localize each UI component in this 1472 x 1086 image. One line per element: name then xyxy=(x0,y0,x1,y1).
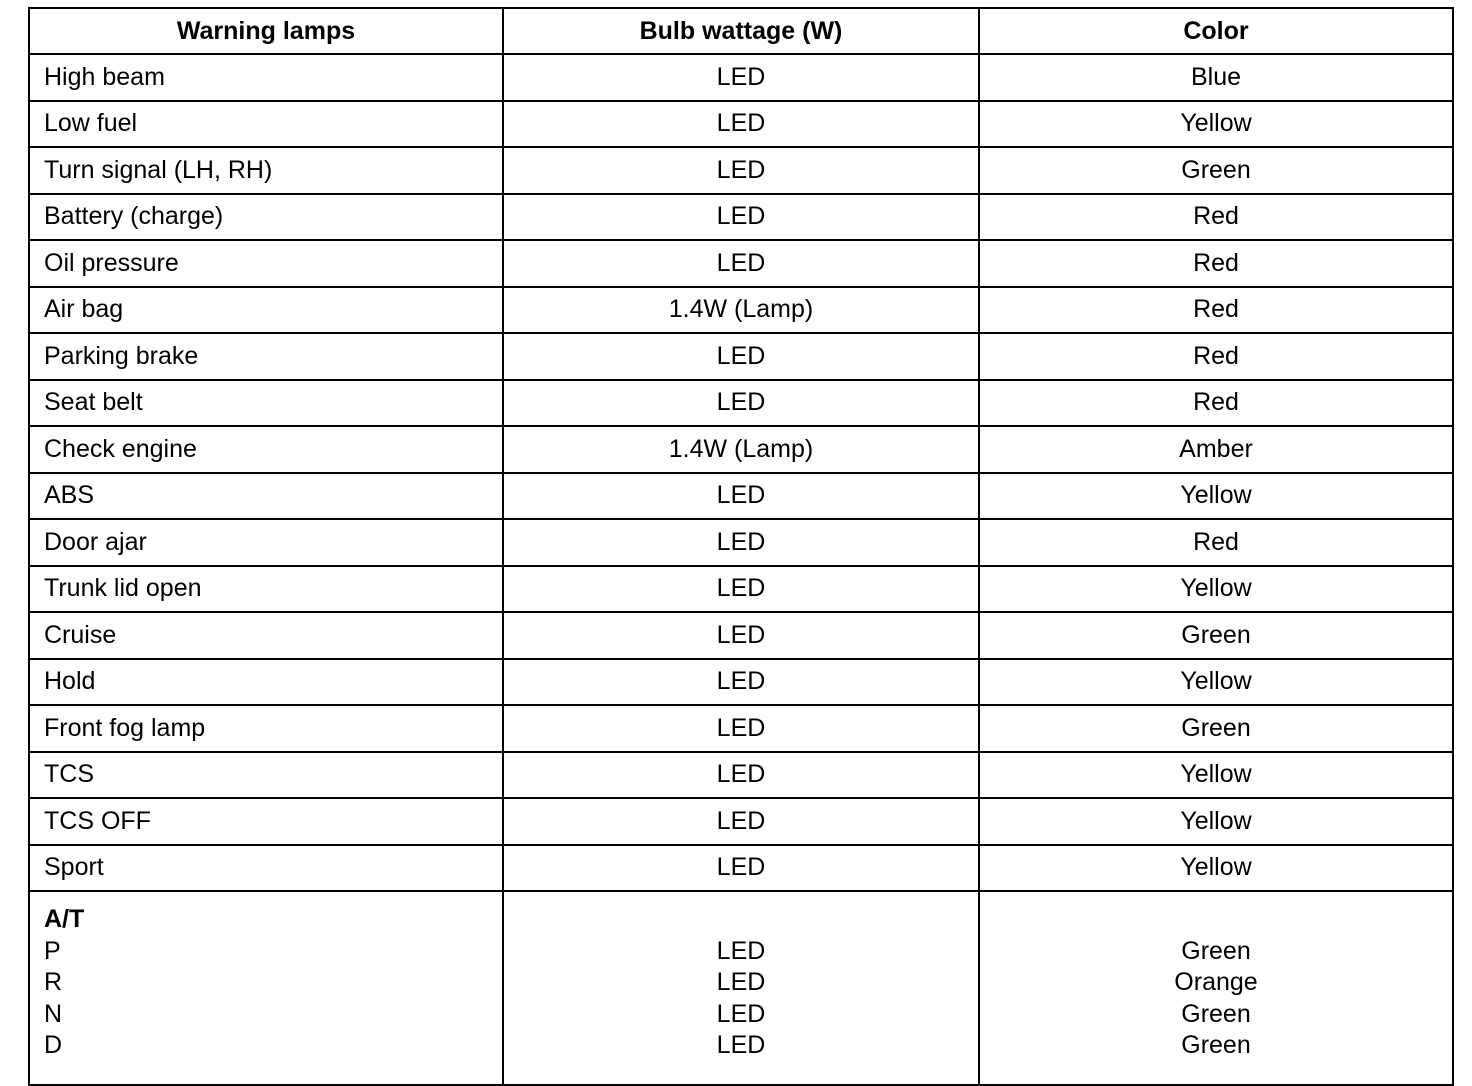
at-gear-color: Green xyxy=(1181,936,1251,965)
bulb-wattage-cell: LED xyxy=(503,380,979,427)
lamp-color-cell: Red xyxy=(979,380,1453,427)
table-row xyxy=(29,54,1453,101)
table-row xyxy=(29,612,1453,659)
lamp-name-cell: ABS xyxy=(29,473,503,520)
lamp-name-cell: Battery (charge) xyxy=(29,194,503,241)
at-gear-wattage: LED xyxy=(716,1031,766,1059)
table-row xyxy=(29,426,1453,473)
bulb-wattage-cell: LED xyxy=(503,752,979,799)
lamp-color-cell: Red xyxy=(979,240,1453,287)
table-row xyxy=(29,147,1453,194)
lamp-color-cell: Yellow xyxy=(979,659,1453,706)
bulb-wattage-cell: LED xyxy=(503,798,979,845)
at-lamp-cell xyxy=(29,891,503,1085)
lamp-color-cell: Yellow xyxy=(979,473,1453,520)
bulb-wattage-cell: LED xyxy=(503,101,979,148)
at-color-cell xyxy=(979,891,1453,1085)
at-gear-color: Green xyxy=(1181,1031,1251,1059)
bulb-wattage-cell: LED xyxy=(503,519,979,566)
lamp-name-cell: TCS xyxy=(29,752,503,799)
lamp-color-cell: Amber xyxy=(979,426,1453,473)
lamp-name-cell: Air bag xyxy=(29,287,503,334)
lamp-color-cell: Yellow xyxy=(979,566,1453,613)
bulb-wattage-cell: LED xyxy=(503,659,979,706)
table-row xyxy=(29,845,1453,892)
lamp-name-cell: Oil pressure xyxy=(29,240,503,287)
table-row xyxy=(29,333,1453,380)
warning-lamps-table xyxy=(28,7,1454,1086)
table-row xyxy=(29,380,1453,427)
lamp-name-cell: Door ajar xyxy=(29,519,503,566)
table-body xyxy=(29,54,1453,1085)
lamp-color-cell: Green xyxy=(979,705,1453,752)
table-row xyxy=(29,194,1453,241)
at-gear-label: N xyxy=(44,999,63,1028)
bulb-wattage-cell: LED xyxy=(503,147,979,194)
table-row xyxy=(29,566,1453,613)
lamp-name-cell: Low fuel xyxy=(29,101,503,148)
bulb-wattage-cell: LED xyxy=(503,705,979,752)
header-row xyxy=(29,8,1453,54)
at-gear-wattage: LED xyxy=(716,936,766,965)
lamp-name-cell: Cruise xyxy=(29,612,503,659)
table-row xyxy=(29,705,1453,752)
lamp-color-cell: Yellow xyxy=(979,798,1453,845)
at-gear-label: P xyxy=(44,936,61,965)
at-gear-label: D xyxy=(44,1031,63,1059)
table-row xyxy=(29,752,1453,799)
table-row xyxy=(29,101,1453,148)
at-gear-label: R xyxy=(44,968,63,996)
header-warning-lamps: Warning lamps xyxy=(29,8,503,54)
lamp-color-cell: Blue xyxy=(979,54,1453,101)
bulb-wattage-cell: LED xyxy=(503,845,979,892)
lamp-color-cell: Red xyxy=(979,194,1453,241)
header-bulb-wattage: Bulb wattage (W) xyxy=(503,8,979,54)
bulb-wattage-cell: 1.4W (Lamp) xyxy=(503,287,979,334)
lamp-name-cell: Sport xyxy=(29,845,503,892)
at-gear-wattage: LED xyxy=(716,968,766,996)
lamp-name-cell: Parking brake xyxy=(29,333,503,380)
lamp-color-cell: Yellow xyxy=(979,845,1453,892)
at-group-title: A/T xyxy=(44,905,85,933)
lamp-name-cell: Check engine xyxy=(29,426,503,473)
header-color: Color xyxy=(979,8,1453,54)
bulb-wattage-cell: LED xyxy=(503,54,979,101)
table-row xyxy=(29,659,1453,706)
table-row xyxy=(29,519,1453,566)
bulb-wattage-cell: LED xyxy=(503,194,979,241)
lamp-name-cell: Hold xyxy=(29,659,503,706)
lamp-color-cell: Red xyxy=(979,333,1453,380)
table-row xyxy=(29,798,1453,845)
at-group-row xyxy=(29,891,1453,1085)
lamp-name-cell: Turn signal (LH, RH) xyxy=(29,147,503,194)
bulb-wattage-cell: LED xyxy=(503,240,979,287)
lamp-name-cell: Front fog lamp xyxy=(29,705,503,752)
lamp-color-cell: Red xyxy=(979,519,1453,566)
bulb-wattage-cell: 1.4W (Lamp) xyxy=(503,426,979,473)
bulb-wattage-cell: LED xyxy=(503,566,979,613)
bulb-wattage-cell: LED xyxy=(503,333,979,380)
table-row xyxy=(29,287,1453,334)
table-row xyxy=(29,240,1453,287)
lamp-color-cell: Green xyxy=(979,612,1453,659)
at-gear-color: Green xyxy=(1181,999,1251,1028)
at-gear-wattage: LED xyxy=(716,999,766,1028)
lamp-color-cell: Red xyxy=(979,287,1453,334)
table-row xyxy=(29,473,1453,520)
at-gear-color: Orange xyxy=(1174,968,1258,996)
lamp-name-cell: Trunk lid open xyxy=(29,566,503,613)
at-wattage-cell xyxy=(503,891,979,1085)
lamp-color-cell: Green xyxy=(979,147,1453,194)
lamp-color-cell: Yellow xyxy=(979,101,1453,148)
lamp-name-cell: Seat belt xyxy=(29,380,503,427)
bulb-wattage-cell: LED xyxy=(503,612,979,659)
bulb-wattage-cell: LED xyxy=(503,473,979,520)
lamp-name-cell: High beam xyxy=(29,54,503,101)
lamp-name-cell: TCS OFF xyxy=(29,798,503,845)
lamp-color-cell: Yellow xyxy=(979,752,1453,799)
